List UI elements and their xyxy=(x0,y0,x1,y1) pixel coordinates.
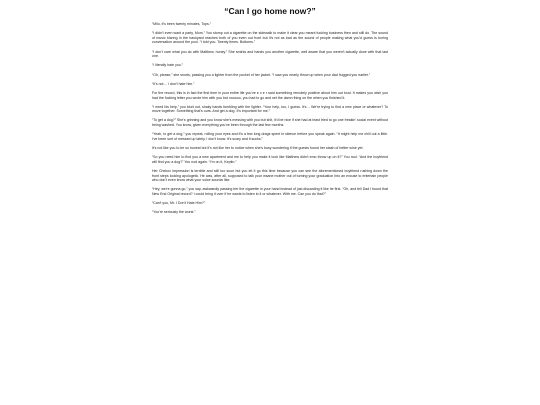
paragraph: For the record, this is in fact the first time in your entire life you've e v e r said something remotely positive about him out loud. It makes you wish you had the fucking letter you wrote him with you but nooooo, you had to go and set the damn thing on fire when you finished it. xyxy=(152,90,388,100)
paragraph: “It's not… I don't hate him.” xyxy=(152,81,195,86)
paragraph: “To get a dog?” She's grinning and you know she's messing with you but shit, it'd be nice if she had at least tried to go one freakin' social event without being washed. You know, given everything you've been through the last few months. xyxy=(152,118,388,128)
paragraph: “So you need him to find you a new apartment and me to help you make it look like Matthew didn't emo throw up on it?” You nod. “And the boyfriend will find you a dog?” You nod again. “I'm on it, Keptin.” xyxy=(152,155,388,164)
paragraph: “You're seriously the worst.” xyxy=(152,210,196,215)
paragraph: Her Chekov impression is terrible and still too soon but you let it go this time because you can see the aforementioned boyfriend rushing down the front steps looking apologetic. He was, after all, supposed to talk your insane mother out of turning your graduation into an excuse to entertain people who don't even know what your voice sounds like. xyxy=(152,169,388,183)
paragraph: “Yeah, to get a dog,” you repeat, rolling your eyes and it's a few long drags spent in silence before you speak again. “It might help me chill out a little. I've been sort of messed up lately, I don't know. It's scary and it sucks.” xyxy=(152,132,388,141)
paragraph: “I need his help,” you blurt out, shaky hands fumbling with the lighter. “Your help, too, I guess. It's… We're trying to find a new place or whatever? To move together. Something that's ours. And get a dog. It's important for me.” xyxy=(152,104,388,114)
paragraph: “Milo, it's been twenty minutes, Tops.” xyxy=(152,22,211,26)
document-title: “Can I go home now?” xyxy=(224,6,316,16)
paragraph: “I literally hate you.” xyxy=(152,63,183,68)
paragraph: “Hey, we're gonna go,” you say, awkwardly passing her the cigarette in your hand instead of just discarding it like he first. “Oh, and tell Dad I found that New End Original record? I could bring it over if he wants to listen to it or whatever. With me. Can you do that?” xyxy=(152,187,388,196)
paragraph: It's not like you to be so honest but it's not like her to notice when she's busy wondering if the guests found her stash of better wine yet. xyxy=(152,146,364,151)
paragraph: “I don't care what you do with Matthew, honey.” She smirks and hands you another cigarette, well aware that you weren't actually done with that last one. xyxy=(152,49,388,59)
document-body xyxy=(152,22,388,215)
paragraph: “Can't you, Mr. I Don't Hate Him?” xyxy=(152,201,205,206)
paragraph: “Oh, please,” she snorts, passing you a lighter from the pocket of her jacket. “I saw you nearly throw up when your dad hugged you earlier.” xyxy=(152,72,371,77)
paragraph: “I didn't even want a party, Mom.” You stomp out a cigarette on the sidewalk to make it clear you meant fucking business then and still do. The sound of music blaring in the backyard reaches both of you even out front but it's not as bad as the sound of people making what you'd guess is boring conversation around the pool. “I told you. Twenty times. Bottoms.” xyxy=(152,31,388,45)
document-page xyxy=(152,6,388,220)
